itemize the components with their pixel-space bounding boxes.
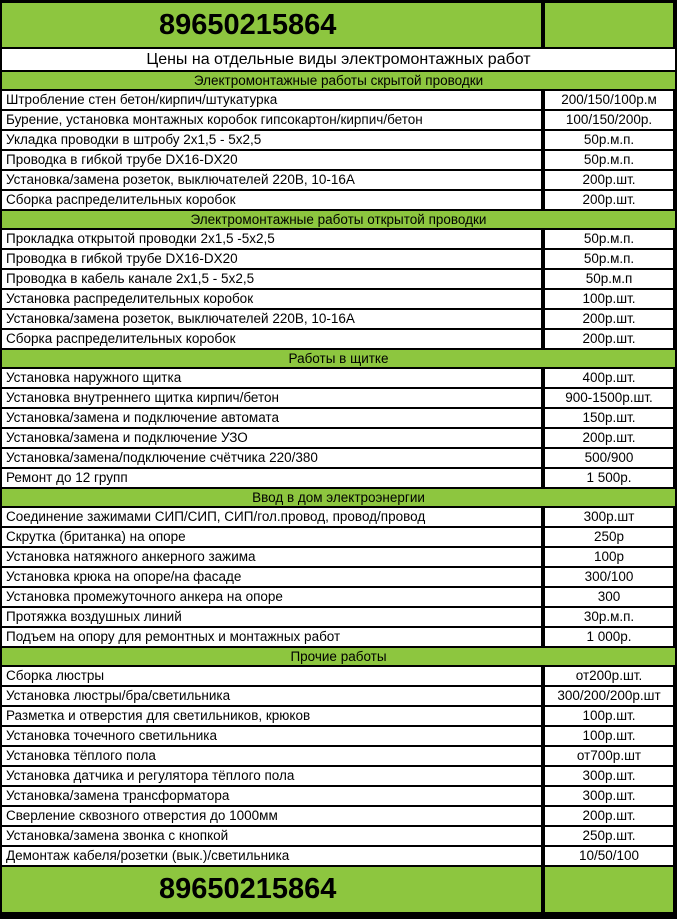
service-name: Установка датчика и регулятора тёплого пола: [2, 767, 541, 785]
service-name: Проводка в кабель канале 2х1,5 - 5х2,5: [2, 270, 541, 288]
table-row: [2, 787, 675, 805]
service-price: 200р.шт.: [545, 191, 673, 209]
table-row: [2, 508, 675, 526]
service-price: 50р.м.п.: [545, 151, 673, 169]
bottom-phone-banner: [2, 865, 675, 912]
service-price: 10/50/100: [545, 847, 673, 865]
table-row: [2, 747, 675, 765]
service-price: 50р.м.п.: [545, 250, 673, 268]
phone-number-bottom: 89650215864: [2, 867, 541, 912]
table-row: [2, 91, 675, 109]
service-price: 50р.м.п.: [545, 230, 673, 248]
service-price: 50р.м.п: [545, 270, 673, 288]
service-price: 200р.шт.: [545, 807, 673, 825]
section-header: Электромонтажные работы открытой проводки: [2, 211, 675, 228]
service-name: Установка промежуточного анкера на опоре: [2, 588, 541, 606]
service-name: Протяжка воздушных линий: [2, 608, 541, 626]
service-price: 300р.шт.: [545, 787, 673, 805]
table-row: [2, 171, 675, 189]
service-name: Проводка в гибкой трубе DX16-DX20: [2, 151, 541, 169]
service-price: 200/150/100р.м: [545, 91, 673, 109]
service-name: Установка/замена/подключение счётчика 220/380: [2, 449, 541, 467]
service-name: Установка натяжного анкерного зажима: [2, 548, 541, 566]
service-price: 900-1500р.шт.: [545, 389, 673, 407]
service-price: 200р.шт.: [545, 171, 673, 189]
service-price: 100/150/200р.: [545, 111, 673, 129]
table-row: [2, 230, 675, 248]
table-row: [2, 767, 675, 785]
table-row: [2, 151, 675, 169]
service-price: 300: [545, 588, 673, 606]
service-price: 500/900: [545, 449, 673, 467]
table-row: [2, 449, 675, 467]
table-row: [2, 588, 675, 606]
table-row: [2, 330, 675, 348]
service-name: Установка/замена розеток, выключателей 220В, 10-16А: [2, 171, 541, 189]
service-price: 300р.шт.: [545, 767, 673, 785]
service-price: 100р.шт.: [545, 707, 673, 725]
table-row: [2, 528, 675, 546]
price-list-title: Цены на отдельные виды электромонтажных работ: [2, 49, 675, 70]
table-row: [2, 807, 675, 825]
service-name: Установка точечного светильника: [2, 727, 541, 745]
service-name: Установка распределительных коробок: [2, 290, 541, 308]
service-price: 100р: [545, 548, 673, 566]
service-name: Установка/замена трансформатора: [2, 787, 541, 805]
service-price: 1 500р.: [545, 469, 673, 487]
service-price: 300р.шт: [545, 508, 673, 526]
table-row: [2, 250, 675, 268]
service-price: 200р.шт.: [545, 429, 673, 447]
service-price: 150р.шт.: [545, 409, 673, 427]
service-price: от700р.шт: [545, 747, 673, 765]
service-name: Штробление стен бетон/кирпич/штукатурка: [2, 91, 541, 109]
section-header: Работы в щитке: [2, 350, 675, 367]
service-price: 250р.шт.: [545, 827, 673, 845]
table-row: [2, 469, 675, 487]
service-price: 300/100: [545, 568, 673, 586]
service-price: 250р: [545, 528, 673, 546]
service-price: 400р.шт.: [545, 369, 673, 387]
table-row: [2, 608, 675, 626]
service-name: Сборка распределительных коробок: [2, 330, 541, 348]
table-row: [2, 290, 675, 308]
service-name: Установка крюка на опоре/на фасаде: [2, 568, 541, 586]
service-name: Укладка проводки в штробу 2х1,5 - 5х2,5: [2, 131, 541, 149]
service-name: Установка наружного щитка: [2, 369, 541, 387]
banner-side-cell: [545, 3, 673, 47]
service-name: Сборка люстры: [2, 667, 541, 685]
price-sections: [2, 72, 675, 865]
service-price: 100р.шт.: [545, 727, 673, 745]
section-header: Прочие работы: [2, 648, 675, 665]
service-name: Установка/замена и подключение УЗО: [2, 429, 541, 447]
service-name: Прокладка открытой проводки 2х1,5 -5х2,5: [2, 230, 541, 248]
service-price: 50р.м.п.: [545, 131, 673, 149]
service-price: 300/200/200р.шт: [545, 687, 673, 705]
service-name: Установка люстры/бра/светильника: [2, 687, 541, 705]
table-row: [2, 310, 675, 328]
table-row: [2, 827, 675, 845]
service-name: Сверление сквозного отверстия до 1000мм: [2, 807, 541, 825]
table-row: [2, 389, 675, 407]
service-price: 200р.шт.: [545, 310, 673, 328]
table-row: [2, 191, 675, 209]
table-row: [2, 667, 675, 685]
section-header: Электромонтажные работы скрытой проводки: [2, 72, 675, 89]
table-row: [2, 369, 675, 387]
table-row: [2, 131, 675, 149]
table-row: [2, 628, 675, 646]
service-price: от200р.шт.: [545, 667, 673, 685]
table-row: [2, 270, 675, 288]
table-row: [2, 687, 675, 705]
phone-number-top: 89650215864: [2, 3, 541, 47]
service-name: Скрутка (британка) на опоре: [2, 528, 541, 546]
service-name: Сборка распределительных коробок: [2, 191, 541, 209]
service-name: Ремонт до 12 групп: [2, 469, 541, 487]
service-name: Проводка в гибкой трубе DX16-DX20: [2, 250, 541, 268]
table-row: [2, 727, 675, 745]
table-row: [2, 111, 675, 129]
service-name: Бурение, установка монтажных коробок гипсокартон/кирпич/бетон: [2, 111, 541, 129]
banner-side-cell: [545, 867, 673, 912]
service-price: 200р.шт.: [545, 330, 673, 348]
service-price: 30р.м.п.: [545, 608, 673, 626]
section-header: Ввод в дом электроэнергии: [2, 489, 675, 506]
table-row: [2, 548, 675, 566]
service-name: Установка тёплого пола: [2, 747, 541, 765]
service-name: Установка/замена звонка с кнопкой: [2, 827, 541, 845]
service-name: Установка внутреннего щитка кирпич/бетон: [2, 389, 541, 407]
service-name: Установка/замена розеток, выключателей 220В, 10-16А: [2, 310, 541, 328]
service-price: 100р.шт.: [545, 290, 673, 308]
table-row: [2, 707, 675, 725]
service-name: Демонтаж кабеля/розетки (вык.)/светильника: [2, 847, 541, 865]
service-name: Соединение зажимами СИП/СИП, СИП/гол.провод, провод/провод: [2, 508, 541, 526]
service-price: 1 000р.: [545, 628, 673, 646]
service-name: Подъем на опору для ремонтных и монтажных работ: [2, 628, 541, 646]
table-row: [2, 568, 675, 586]
service-name: Разметка и отверстия для светильников, крюков: [2, 707, 541, 725]
table-row: [2, 429, 675, 447]
top-phone-banner: [2, 0, 675, 47]
service-name: Установка/замена и подключение автомата: [2, 409, 541, 427]
table-row: [2, 409, 675, 427]
table-row: [2, 847, 675, 865]
